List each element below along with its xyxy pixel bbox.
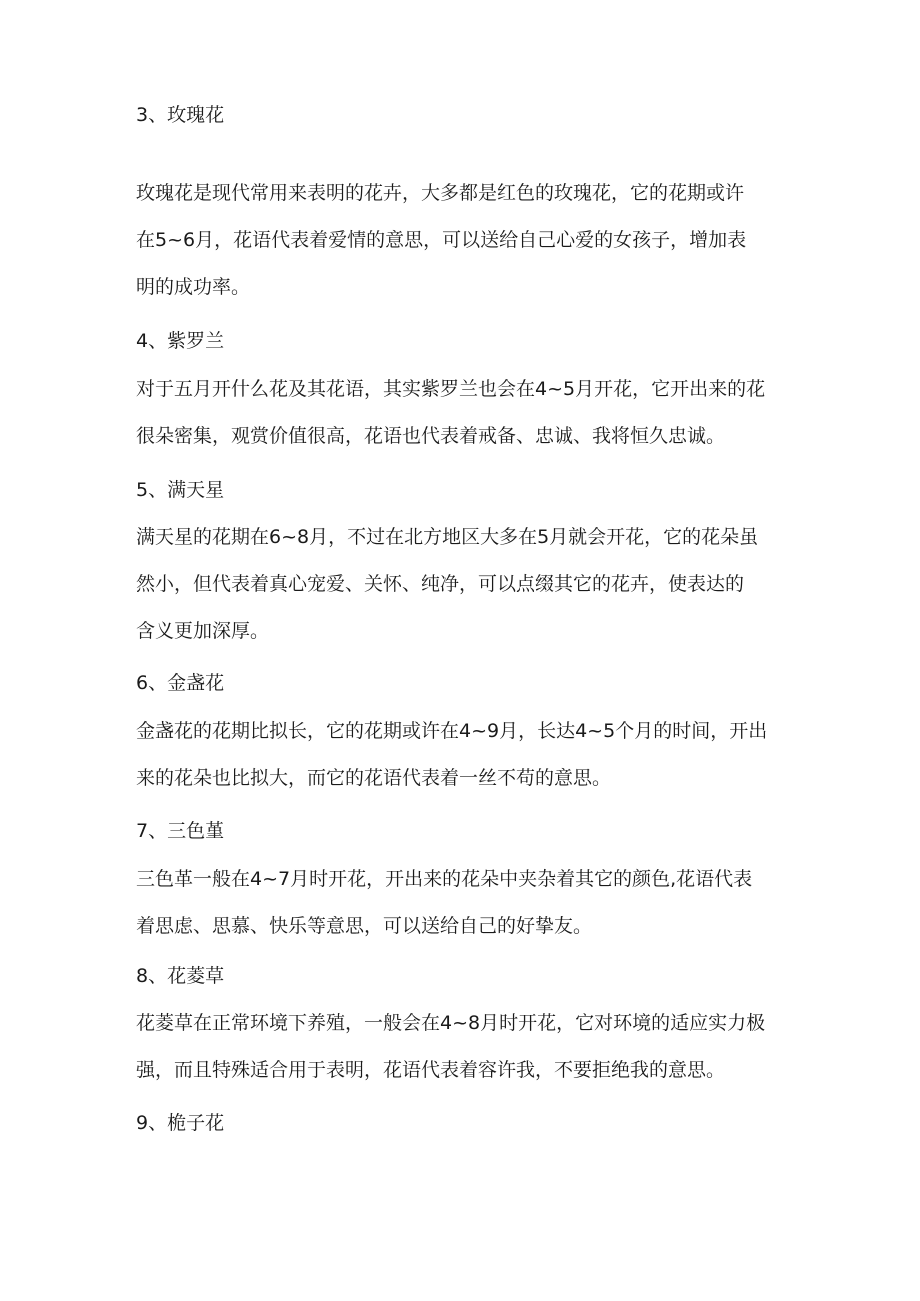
section-paragraph-violet	[136, 366, 796, 460]
paragraph-line: 着思虑、思慕、快乐等意思，可以送给自己的好挚友。	[136, 915, 593, 937]
paragraph-line: 然小，但代表着真心宠爱、关怀、纯净，可以点缀其它的花卉，使表达的	[136, 573, 745, 595]
paragraph-line: 满天星的花期在6~8月，不过在北方地区大多在5月就会开花，它的花朵虽	[136, 526, 759, 548]
paragraph-line: 很朵密集，观赏价值很高，花语也代表着戒备、忠诚、我将恒久忠诚。	[136, 425, 726, 447]
section-heading-gardenia: 9、桅子花	[136, 1112, 225, 1134]
section-heading-marigold: 6、金盏花	[136, 672, 225, 694]
paragraph-line: 三色革一般在4~7月时开花，开出来的花朵中夹杂着其它的颜色,花语代表	[136, 868, 753, 890]
section-heading-violet: 4、紫罗兰	[136, 330, 225, 352]
paragraph-line: 强，而且特殊适合用于表明，花语代表着容许我，不要拒绝我的意思。	[136, 1059, 726, 1081]
section-paragraph-pansy	[136, 856, 796, 950]
section-paragraph-marigold	[136, 708, 796, 802]
paragraph-line: 在5~6月，花语代表着爱情的意思，可以送给自己心爱的女孩子，增加表	[136, 229, 747, 251]
section-paragraph-babys-breath	[136, 514, 796, 655]
paragraph-line: 玫瑰花是现代常用来表明的花卉，大多都是红色的玫瑰花，它的花期或许	[136, 182, 745, 204]
paragraph-line: 明的成功率。	[136, 276, 251, 298]
paragraph-line: 对于五月开什么花及其花语，其实紫罗兰也会在4~5月开花，它开出来的花	[136, 378, 766, 400]
section-heading-babys-breath: 5、满天星	[136, 479, 225, 501]
paragraph-line: 金盏花的花期比拟长，它的花期或许在4~9月，长达4~5个月的时间，开出	[136, 720, 768, 742]
paragraph-line: 来的花朵也比拟大，而它的花语代表着一丝不苟的意思。	[136, 767, 612, 789]
section-paragraph-california-poppy	[136, 1000, 796, 1094]
section-paragraph-rose	[136, 170, 796, 311]
section-heading-rose: 3、玫瑰花	[136, 104, 225, 126]
paragraph-line: 花菱草在正常环境下养殖，一般会在4~8月时开花，它对环境的适应实力极	[136, 1012, 766, 1034]
section-heading-pansy: 7、三色堇	[136, 820, 225, 842]
section-heading-california-poppy: 8、花菱草	[136, 965, 225, 987]
paragraph-line: 含义更加深厚。	[136, 620, 270, 642]
